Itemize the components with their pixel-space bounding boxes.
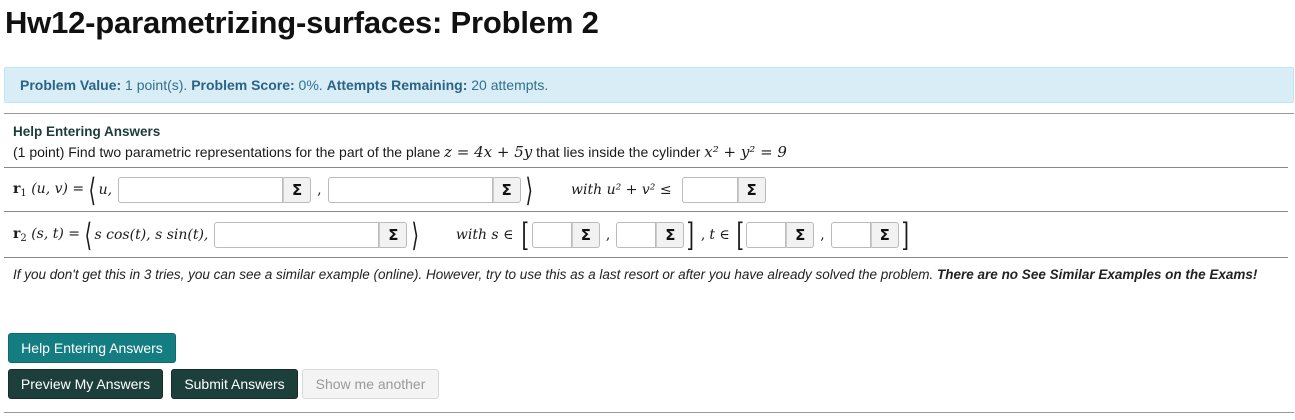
r1-label <box>13 181 84 199</box>
preview-answers-button[interactable]: Preview My Answers <box>8 369 163 399</box>
page-title: Hw12-parametrizing-surfaces: Problem 2 <box>5 5 599 40</box>
problem-value-label: Problem Value: <box>20 77 122 93</box>
divider <box>4 211 1288 212</box>
divider <box>4 257 1288 258</box>
r1-radius-input[interactable] <box>682 177 738 203</box>
comma: , <box>820 227 825 243</box>
sigma-icon[interactable]: Σ <box>493 177 521 203</box>
r2-label <box>13 226 80 244</box>
divider <box>4 167 1288 168</box>
answer-row-2 <box>13 215 911 255</box>
right-square-bracket: ] <box>686 216 695 254</box>
sigma-icon[interactable]: Σ <box>283 177 311 203</box>
left-angle-bracket: ⟨ <box>84 216 93 254</box>
problem-score: 0%. <box>294 77 327 93</box>
r2-subscript: 2 <box>20 233 27 244</box>
r1-subscript: 1 <box>20 188 27 199</box>
show-me-another-button[interactable]: Show me another <box>302 369 439 399</box>
s-min-field <box>532 221 600 249</box>
t-min-field <box>746 221 814 249</box>
plane-equation: z = 4x + 5y <box>444 143 533 161</box>
t-interval-label: t ∈ <box>709 227 730 243</box>
r1-domain-label: with u² + v² ≤ <box>571 182 672 198</box>
t-max-field <box>831 221 899 249</box>
left-square-bracket: [ <box>521 216 530 254</box>
divider <box>4 113 1294 114</box>
t-max-input[interactable] <box>831 222 871 248</box>
s-min-input[interactable] <box>532 222 572 248</box>
cylinder-equation: x² + y² = 9 <box>704 143 787 161</box>
problem-prompt <box>13 143 787 161</box>
comma: , <box>700 227 706 243</box>
problem-score-label: Problem Score: <box>191 77 295 93</box>
r1-symbol: r <box>13 181 21 197</box>
help-heading: Help Entering Answers <box>13 124 161 139</box>
r2-component-3-field <box>214 221 407 249</box>
right-angle-bracket: ⟩ <box>525 171 533 209</box>
r2-symbol: r <box>13 226 21 242</box>
r1-component-2-field <box>118 176 311 204</box>
sigma-icon[interactable]: Σ <box>786 222 814 248</box>
comma: , <box>317 182 322 198</box>
s-interval-label: with s ∈ <box>455 227 514 243</box>
sigma-icon[interactable]: Σ <box>572 222 600 248</box>
r1-component-3-input[interactable] <box>328 177 493 203</box>
right-square-bracket: ] <box>901 216 909 254</box>
r1-component-2-input[interactable] <box>118 177 283 203</box>
r1-component-3-field <box>328 176 521 204</box>
answer-row-1 <box>13 170 766 210</box>
r2-first-components: s cos(t), s sin(t), <box>94 227 209 243</box>
sigma-icon[interactable]: Σ <box>871 222 899 248</box>
r1-radius-field <box>682 176 766 204</box>
attempts-remaining: 20 attempts. <box>467 77 549 93</box>
t-min-input[interactable] <box>746 222 786 248</box>
sigma-icon[interactable]: Σ <box>738 177 766 203</box>
s-max-field <box>616 221 684 249</box>
note-text: If you don't get this in 3 tries, you can see a similar example (online). However, try to use this as a last resort or after you have already solved the problem. <box>13 267 938 282</box>
right-angle-bracket: ⟩ <box>411 216 420 254</box>
s-max-input[interactable] <box>616 222 656 248</box>
similar-example-note <box>13 265 1273 285</box>
comma: , <box>605 227 611 243</box>
sigma-icon[interactable]: Σ <box>379 222 407 248</box>
note-bold-text: There are no See Similar Examples on the Exams! <box>937 267 1258 282</box>
attempts-remaining-label: Attempts Remaining: <box>326 77 468 93</box>
left-angle-bracket: ⟨ <box>88 171 97 209</box>
problem-status-bar <box>4 67 1294 103</box>
r2-component-3-input[interactable] <box>214 222 379 248</box>
divider <box>4 412 1294 413</box>
r1-args: (u, v) = <box>31 181 85 197</box>
left-square-bracket: [ <box>736 216 744 254</box>
prompt-lead: (1 point) Find two parametric representations for the part of the plane <box>13 144 445 160</box>
problem-value: 1 point(s). <box>121 77 192 93</box>
prompt-mid: that lies inside the cylinder <box>532 144 705 160</box>
submit-answers-button[interactable]: Submit Answers <box>171 369 298 399</box>
sigma-icon[interactable]: Σ <box>656 222 684 248</box>
help-entering-answers-button[interactable]: Help Entering Answers <box>8 333 176 363</box>
r2-args: (s, t) = <box>31 226 81 242</box>
r1-first-component: u, <box>98 182 113 198</box>
